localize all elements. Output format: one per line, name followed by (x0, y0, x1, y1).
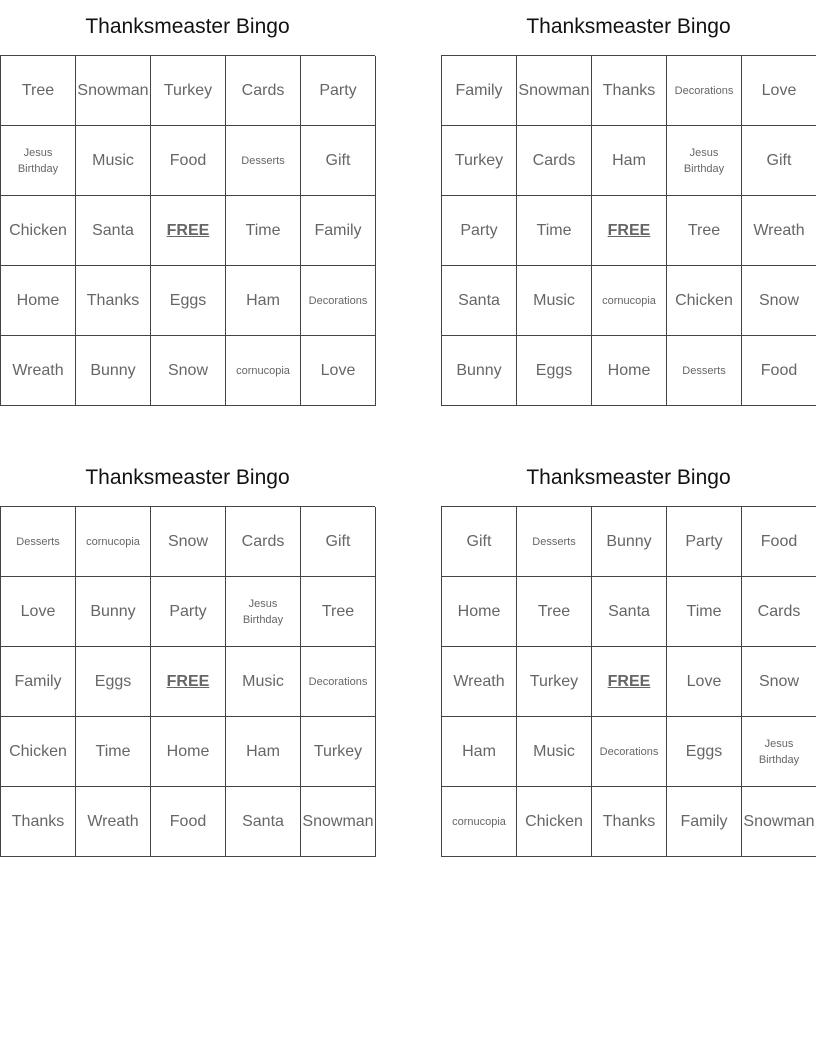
bingo-cell: Decorations (301, 266, 376, 336)
bingo-cell: Santa (76, 196, 151, 266)
card-title: Thanksmeaster Bingo (85, 15, 290, 38)
bingo-grid (0, 55, 375, 406)
bingo-cell: Snowman (301, 787, 376, 857)
bingo-cell: Time (517, 196, 592, 266)
free-space-cell: FREE (592, 196, 667, 266)
bingo-cell: Ham (226, 266, 301, 336)
bingo-cell: Gift (301, 507, 376, 577)
bingo-cell: Family (667, 787, 742, 857)
bingo-cell: Decorations (301, 647, 376, 717)
bingo-cell: Bunny (592, 507, 667, 577)
bingo-cell: Bunny (442, 336, 517, 406)
bingo-cell: Music (226, 647, 301, 717)
bingo-cell: Santa (442, 266, 517, 336)
bingo-cell: Snow (742, 266, 816, 336)
bingo-cell: Food (151, 787, 226, 857)
bingo-card-2 (441, 0, 816, 406)
bingo-cell: Turkey (151, 56, 226, 126)
free-space-cell: FREE (151, 647, 226, 717)
bingo-cell: Cards (742, 577, 816, 647)
bingo-cell: Chicken (667, 266, 742, 336)
bingo-grid (441, 55, 816, 406)
bingo-cell: Time (226, 196, 301, 266)
bingo-cell: Thanks (76, 266, 151, 336)
bingo-cell: Cards (517, 126, 592, 196)
bingo-cell: Gift (301, 126, 376, 196)
bingo-cell: Wreath (742, 196, 816, 266)
bingo-cell: Desserts (667, 336, 742, 406)
bingo-cell: Time (667, 577, 742, 647)
bingo-cell: Jesus Birthday (1, 126, 76, 196)
bingo-cell: Jesus Birthday (667, 126, 742, 196)
bingo-cell: Family (301, 196, 376, 266)
bingo-cell: Thanks (1, 787, 76, 857)
bingo-cell: Wreath (1, 336, 76, 406)
card-title: Thanksmeaster Bingo (85, 466, 290, 489)
bingo-cell: Chicken (1, 717, 76, 787)
bingo-cell: Music (517, 717, 592, 787)
bingo-cell: cornucopia (226, 336, 301, 406)
bingo-cell: cornucopia (592, 266, 667, 336)
bingo-cell: Tree (667, 196, 742, 266)
bingo-cell: Thanks (592, 787, 667, 857)
bingo-cell: Turkey (301, 717, 376, 787)
bingo-cell: Tree (1, 56, 76, 126)
bingo-cell: Family (442, 56, 517, 126)
card-title: Thanksmeaster Bingo (526, 466, 731, 489)
bingo-cell: Gift (442, 507, 517, 577)
bingo-cell: Eggs (151, 266, 226, 336)
bingo-cell: Party (301, 56, 376, 126)
bingo-card-4 (441, 451, 816, 857)
bingo-cell: Ham (226, 717, 301, 787)
bingo-cell: Family (1, 647, 76, 717)
bingo-cell: Party (442, 196, 517, 266)
bingo-cell: Gift (742, 126, 816, 196)
card-title: Thanksmeaster Bingo (526, 15, 731, 38)
bingo-cell: Desserts (517, 507, 592, 577)
bingo-cell: Ham (592, 126, 667, 196)
bingo-cell: Jesus Birthday (742, 717, 816, 787)
bingo-cell: Tree (517, 577, 592, 647)
bingo-cell: Love (742, 56, 816, 126)
bingo-card-1 (0, 0, 375, 406)
bingo-cell: Time (76, 717, 151, 787)
bingo-grid (0, 506, 375, 857)
bingo-cell: Desserts (1, 507, 76, 577)
bingo-cell: Turkey (517, 647, 592, 717)
bingo-cell: Desserts (226, 126, 301, 196)
bingo-cell: Snow (151, 336, 226, 406)
bingo-cell: Santa (592, 577, 667, 647)
bingo-cell: Eggs (667, 717, 742, 787)
bingo-cell: cornucopia (442, 787, 517, 857)
bingo-cell: Food (742, 336, 816, 406)
bingo-cell: Music (76, 126, 151, 196)
bingo-cell: Chicken (517, 787, 592, 857)
bingo-cell: Music (517, 266, 592, 336)
bingo-cell: Eggs (517, 336, 592, 406)
bingo-cell: Home (442, 577, 517, 647)
bingo-cell: Tree (301, 577, 376, 647)
bingo-cell: Bunny (76, 336, 151, 406)
bingo-cell: Wreath (76, 787, 151, 857)
bingo-cell: Snowman (517, 56, 592, 126)
bingo-cell: Love (667, 647, 742, 717)
bingo-cell: Party (667, 507, 742, 577)
free-space-cell: FREE (151, 196, 226, 266)
bingo-cell: Snow (151, 507, 226, 577)
bingo-cell: Cards (226, 507, 301, 577)
bingo-cell: Thanks (592, 56, 667, 126)
bingo-cell: Bunny (76, 577, 151, 647)
bingo-cell: Snow (742, 647, 816, 717)
bingo-cell: Love (301, 336, 376, 406)
bingo-cell: Food (151, 126, 226, 196)
bingo-cell: Chicken (1, 196, 76, 266)
bingo-cell: Decorations (667, 56, 742, 126)
bingo-cell: Home (1, 266, 76, 336)
bingo-cell: Food (742, 507, 816, 577)
bingo-cell: Snowman (742, 787, 816, 857)
bingo-cell: Love (1, 577, 76, 647)
bingo-cell: Santa (226, 787, 301, 857)
bingo-cell: Snowman (76, 56, 151, 126)
bingo-cell: Wreath (442, 647, 517, 717)
bingo-card-3 (0, 451, 375, 857)
bingo-grid (441, 506, 816, 857)
bingo-cell: Turkey (442, 126, 517, 196)
bingo-cell: Cards (226, 56, 301, 126)
bingo-cell: cornucopia (76, 507, 151, 577)
bingo-cell: Ham (442, 717, 517, 787)
bingo-cell: Jesus Birthday (226, 577, 301, 647)
free-space-cell: FREE (592, 647, 667, 717)
bingo-cell: Decorations (592, 717, 667, 787)
bingo-cell: Home (151, 717, 226, 787)
bingo-cell: Eggs (76, 647, 151, 717)
bingo-cell: Party (151, 577, 226, 647)
bingo-cell: Home (592, 336, 667, 406)
